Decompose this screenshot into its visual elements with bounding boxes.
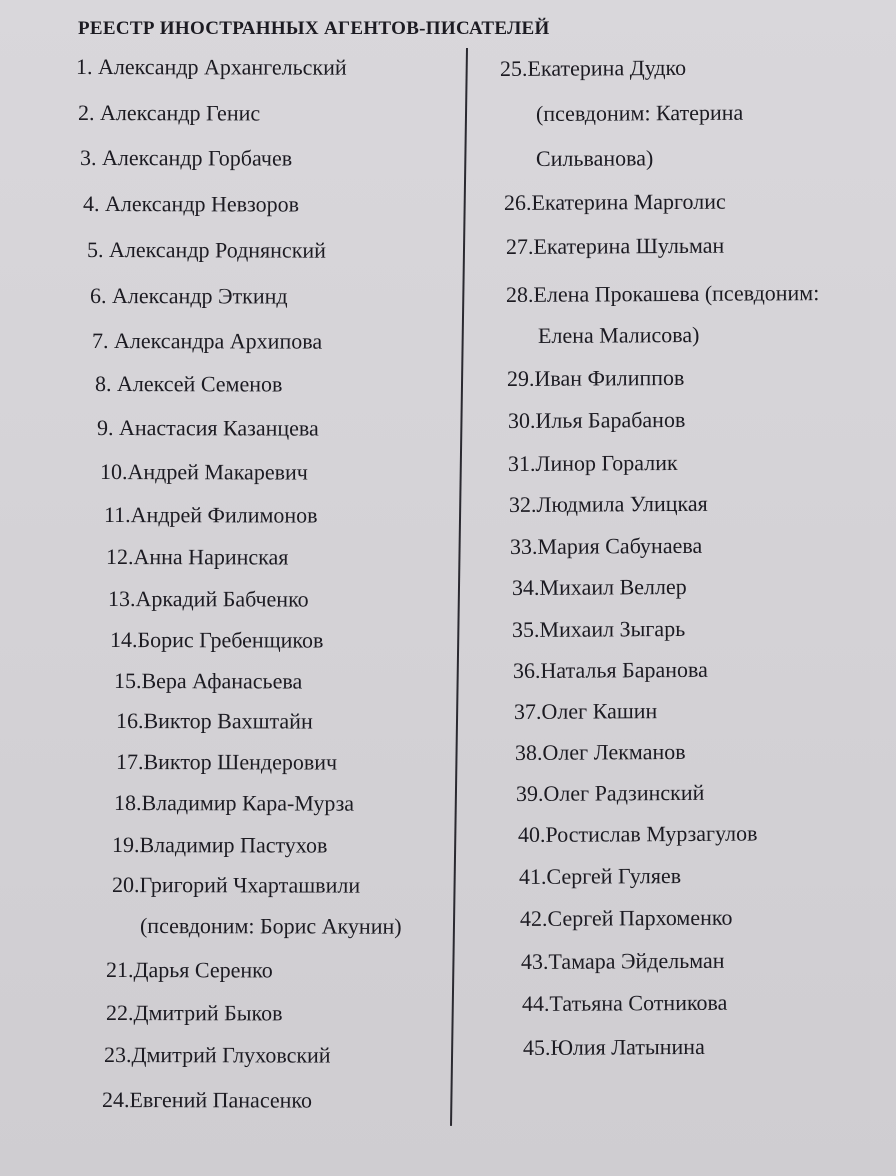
list-item-number: 15. bbox=[113, 668, 142, 694]
list-item-name: Михаил Веллер bbox=[539, 573, 687, 600]
list-item-number: 25. bbox=[499, 55, 528, 81]
list-item-number: 38. bbox=[514, 739, 543, 765]
list-item bbox=[519, 865, 681, 888]
list-item-name: Сергей Пархоменко bbox=[547, 904, 733, 931]
list-item-name: Екатерина Марголис bbox=[531, 188, 726, 215]
list-item-name: Татьяна Сотникова bbox=[549, 989, 728, 1016]
list-item-name: Александр Роднянский bbox=[108, 237, 326, 263]
list-item-name: Александр Генис bbox=[99, 100, 261, 126]
list-item-name: Анна Наринская bbox=[133, 544, 289, 570]
list-item bbox=[104, 504, 318, 527]
list-item bbox=[511, 615, 686, 642]
list-item-name: Александр Эткинд bbox=[111, 283, 288, 309]
list-item-name: Михаил Зыгарь bbox=[539, 615, 686, 642]
list-item bbox=[506, 364, 685, 391]
list-item-name: Дмитрий Быков bbox=[133, 1000, 283, 1026]
list-item bbox=[92, 330, 322, 353]
list-item bbox=[114, 792, 354, 815]
list-item-name: Борис Гребенщиков bbox=[137, 627, 324, 653]
list-item bbox=[108, 588, 309, 611]
list-item-name: Иван Филиппов bbox=[534, 364, 685, 391]
list-item-name: Дарья Серенко bbox=[133, 957, 273, 983]
list-item-number: 6. bbox=[89, 283, 113, 309]
list-item bbox=[76, 56, 347, 79]
list-item-name: Алексей Семенов bbox=[116, 371, 283, 397]
list-item bbox=[499, 54, 687, 81]
list-item-number: 20. bbox=[111, 872, 140, 898]
list-item bbox=[509, 532, 703, 559]
list-item-number: 10. bbox=[99, 459, 128, 485]
list-item bbox=[503, 188, 726, 215]
list-item bbox=[505, 232, 725, 259]
list-item-name: Наталья Баранова bbox=[540, 656, 708, 683]
list-item-number: 33. bbox=[509, 533, 538, 559]
list-item-name: Александр Невзоров bbox=[104, 191, 300, 217]
list-item-name: Сильванова) bbox=[535, 145, 654, 171]
list-item-name: Евгений Панасенко bbox=[129, 1087, 313, 1113]
list-item-name: Олег Радзинский bbox=[543, 779, 705, 806]
document-title: РЕЕСТР ИНОСТРАННЫХ АГЕНТОВ-ПИСАТЕЛЕЙ bbox=[78, 18, 550, 39]
list-item-name: Тамара Эйдельман bbox=[548, 947, 725, 974]
list-item-number: 13. bbox=[107, 586, 136, 612]
list-item bbox=[90, 285, 288, 308]
list-item-number: 23. bbox=[103, 1042, 132, 1068]
list-item-name: Олег Лекманов bbox=[542, 738, 686, 765]
list-item bbox=[511, 573, 687, 600]
list-item-name: (псевдоним: Борис Акунин) bbox=[139, 913, 402, 939]
list-item-number: 16. bbox=[115, 708, 144, 734]
list-item bbox=[514, 738, 686, 765]
list-item-number: 22. bbox=[105, 1000, 134, 1026]
list-item bbox=[110, 629, 323, 652]
list-item bbox=[106, 959, 273, 981]
list-item-number: 43. bbox=[520, 948, 549, 974]
list-item bbox=[80, 147, 292, 170]
list-item-name: Дмитрий Глуховский bbox=[131, 1042, 331, 1068]
list-item-number: 41. bbox=[518, 863, 547, 889]
list-item-number: 5. bbox=[86, 237, 110, 263]
list-item-number: 35. bbox=[511, 616, 540, 642]
list-item-name: Александр Архангельский bbox=[97, 54, 347, 80]
column-divider bbox=[450, 48, 468, 1126]
list-item bbox=[535, 99, 744, 126]
list-item bbox=[112, 874, 360, 897]
list-item-name: Ростислав Мурзагулов bbox=[545, 820, 758, 847]
list-item-number: 18. bbox=[113, 790, 142, 816]
list-item-number: 28. bbox=[505, 281, 534, 307]
list-item-number: 3. bbox=[79, 145, 103, 171]
list-item-name: Андрей Филимонов bbox=[130, 502, 318, 528]
list-item-number: 19. bbox=[111, 832, 140, 858]
list-item bbox=[106, 546, 288, 568]
list-item bbox=[95, 373, 282, 395]
list-item-name: Линор Горалик bbox=[535, 449, 678, 476]
list-item-name: Владимир Пастухов bbox=[139, 832, 328, 858]
list-item-number: 34. bbox=[511, 574, 540, 600]
list-item-number: 21. bbox=[105, 957, 134, 983]
list-item-number: 26. bbox=[503, 189, 532, 215]
list-item bbox=[514, 700, 657, 723]
list-item-name: Александра Архипова bbox=[113, 328, 323, 354]
list-item-number: 45. bbox=[522, 1034, 551, 1060]
list-item bbox=[536, 147, 653, 170]
list-item bbox=[78, 102, 260, 124]
list-item-name: Екатерина Дудко bbox=[527, 54, 687, 81]
list-item-name: Елена Прокашева (псевдоним: bbox=[533, 280, 820, 307]
list-item-number: 32. bbox=[508, 491, 537, 517]
list-item-name: (псевдоним: Катерина bbox=[535, 99, 744, 126]
list-item-name: Мария Сабунаева bbox=[537, 532, 703, 559]
list-item-name: Сергей Гуляев bbox=[546, 863, 682, 889]
list-item-number: 1. bbox=[75, 54, 99, 80]
list-item-name: Виктор Вахштайн bbox=[143, 708, 313, 734]
list-item-number: 39. bbox=[515, 780, 544, 806]
list-item bbox=[506, 282, 819, 306]
list-item bbox=[517, 820, 758, 847]
list-item-name: Александр Горбачев bbox=[101, 145, 293, 171]
list-item-number: 40. bbox=[517, 821, 546, 847]
list-item bbox=[512, 656, 708, 683]
list-item-name: Илья Барабанов bbox=[535, 406, 686, 433]
list-item bbox=[515, 779, 705, 806]
list-item bbox=[106, 1002, 283, 1024]
list-item-number: 37. bbox=[513, 698, 542, 724]
list-item bbox=[507, 406, 686, 433]
list-item-number: 14. bbox=[109, 627, 138, 653]
list-item-name: Людмила Улицкая bbox=[536, 490, 708, 517]
list-item-number: 11. bbox=[103, 502, 131, 528]
list-item-number: 8. bbox=[94, 371, 118, 397]
list-item-number: 2. bbox=[77, 100, 101, 126]
list-item-number: 4. bbox=[82, 191, 106, 217]
list-item-name: Виктор Шендерович bbox=[143, 749, 338, 775]
list-item-number: 17. bbox=[115, 749, 144, 775]
list-item-name: Олег Кашин bbox=[541, 698, 658, 724]
list-item-name: Елена Малисова) bbox=[537, 322, 700, 348]
list-item-number: 36. bbox=[512, 657, 541, 683]
list-item-number: 44. bbox=[521, 990, 550, 1016]
list-item-number: 42. bbox=[519, 905, 548, 931]
list-item-number: 12. bbox=[105, 544, 134, 570]
list-item-name: Анастасия Казанцева bbox=[118, 415, 319, 441]
list-item bbox=[83, 193, 299, 216]
list-item bbox=[112, 834, 327, 857]
list-item-name: Андрей Макаревич bbox=[127, 459, 308, 485]
list-item-name: Юлия Латынина bbox=[550, 1033, 705, 1060]
list-item bbox=[100, 461, 308, 484]
list-item-number: 30. bbox=[507, 407, 536, 433]
list-item-name: Аркадий Бабченко bbox=[135, 586, 309, 612]
list-item bbox=[520, 947, 725, 974]
list-item bbox=[116, 710, 313, 733]
list-item-number: 31. bbox=[507, 450, 536, 476]
list-item-name: Григорий Чхарташвили bbox=[139, 872, 361, 898]
list-item bbox=[140, 915, 402, 938]
list-item bbox=[508, 490, 708, 517]
list-item-number: 24. bbox=[101, 1087, 130, 1113]
list-item-name: Владимир Кара-Мурза bbox=[141, 790, 355, 816]
list-item bbox=[87, 239, 326, 262]
list-item-name: Вера Афанасьева bbox=[141, 668, 303, 694]
list-item bbox=[114, 670, 302, 692]
list-item bbox=[116, 751, 337, 774]
list-item bbox=[522, 1033, 705, 1060]
list-item-number: 29. bbox=[506, 365, 535, 391]
list-item-number: 27. bbox=[505, 233, 534, 259]
list-item bbox=[521, 989, 728, 1016]
list-item-number: 9. bbox=[96, 415, 120, 441]
list-item-name: Екатерина Шульман bbox=[533, 232, 725, 259]
list-item bbox=[104, 1044, 331, 1067]
list-item bbox=[102, 1089, 312, 1112]
list-item bbox=[507, 449, 678, 476]
list-item bbox=[97, 417, 319, 440]
list-item bbox=[519, 904, 733, 931]
list-item-number: 7. bbox=[91, 328, 115, 354]
list-item bbox=[538, 324, 700, 347]
